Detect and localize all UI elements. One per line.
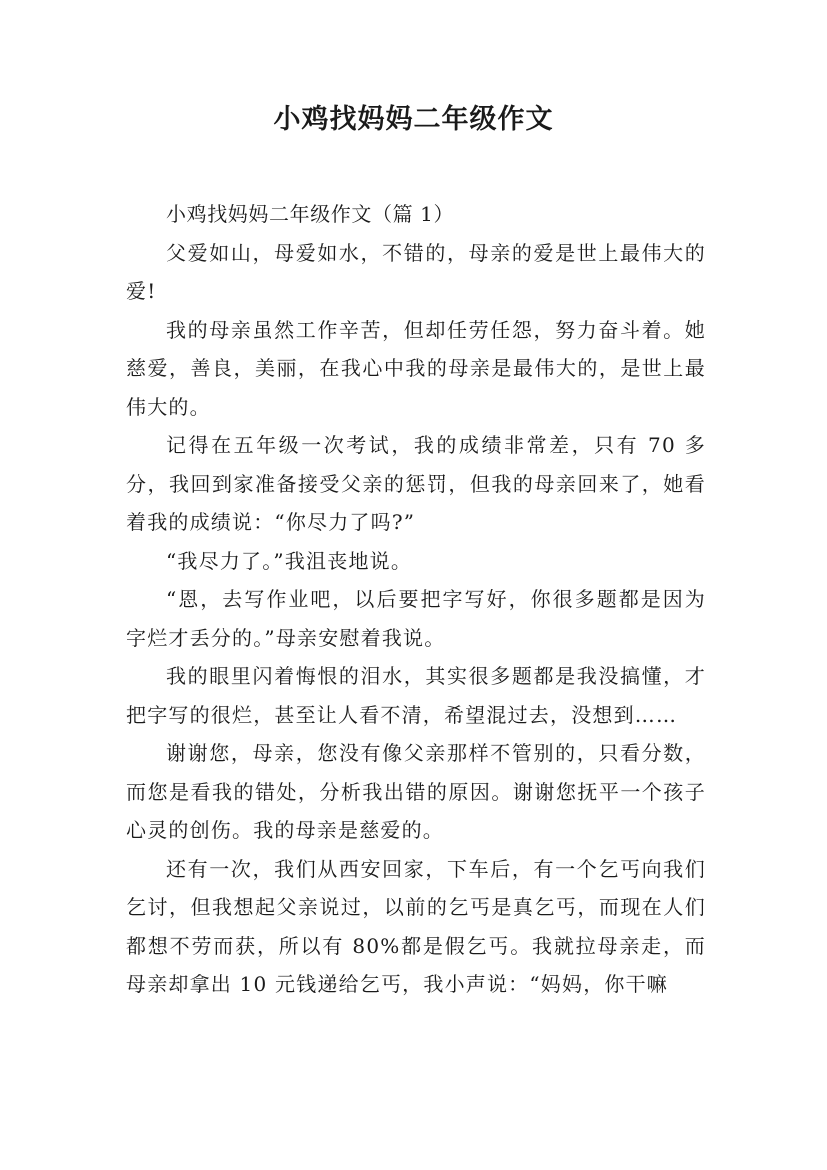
paragraph: 我的母亲虽然工作辛苦，但却任劳任怨，努力奋斗着。她慈爱，善良，美丽，在我心中我的母亲是最伟大的，是世上最伟大的。 bbox=[126, 317, 706, 419]
paragraph: “恩，去写作业吧，以后要把字写好，你很多题都是因为字烂才丢分的。”母亲安慰着我说。 bbox=[126, 587, 706, 650]
paragraph: 记得在五年级一次考试，我的成绩非常差，只有 70 多分，我回到家准备接受父亲的惩罚，但我的母亲回来了，她看着我的成绩说：“你尽力了吗?” bbox=[126, 433, 706, 534]
paragraph: 谢谢您，母亲，您没有像父亲那样不管别的，只看分数，而您是看我的错处，分析我出错的原因。谢谢您抚平一个孩子心灵的创伤。我的母亲是慈爱的。 bbox=[126, 741, 706, 842]
paragraph: 我的眼里闪着悔恨的泪水，其实很多题都是我没搞懂，才把字写的很烂，甚至让人看不清，希望混过去，没想到…… bbox=[126, 664, 706, 727]
document-title: 小鸡找妈妈二年级作文 bbox=[273, 104, 554, 135]
paragraph: “我尽力了。”我沮丧地说。 bbox=[166, 548, 413, 573]
document-body bbox=[126, 195, 706, 1004]
paragraph: 父爱如山，母爱如水，不错的，母亲的爱是世上最伟大的爱! bbox=[126, 240, 706, 303]
document-subtitle: 小鸡找妈妈二年级作文（篇 1） bbox=[166, 202, 455, 226]
paragraph: 还有一次，我们从西安回家，下车后，有一个乞丐向我们乞讨，但我想起父亲说过，以前的乞丐是真乞丐，而现在人们都想不劳而获，所以有 80%都是假乞丐。我就拉母亲走，而母亲却拿出 10 元钱递给乞丐，我小声说：“妈妈，你干嘛 bbox=[126, 856, 706, 996]
